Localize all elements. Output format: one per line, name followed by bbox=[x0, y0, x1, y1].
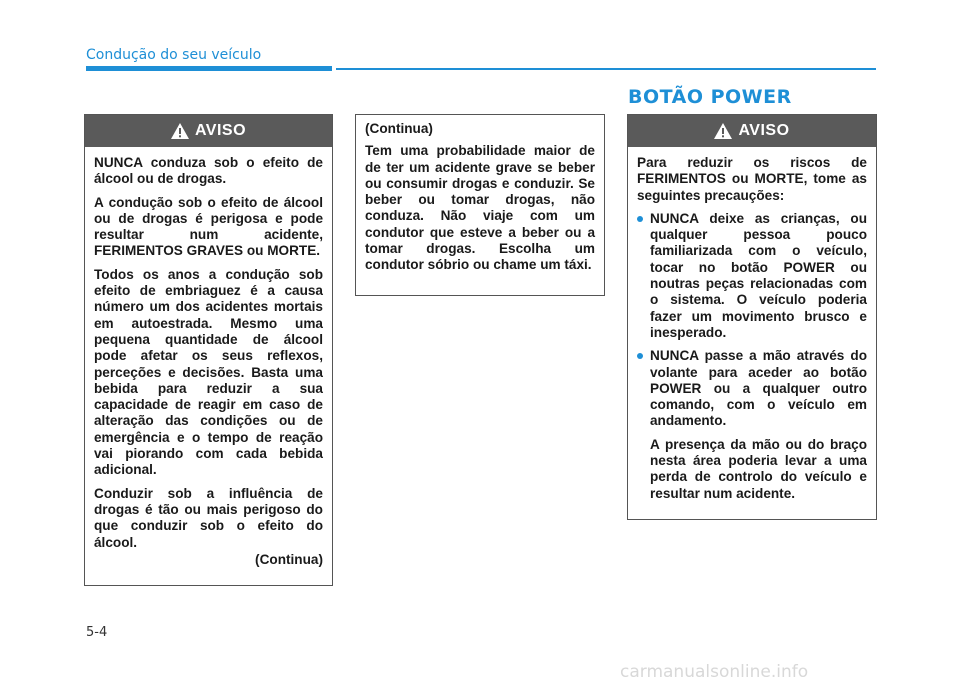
header-rule-thick bbox=[86, 66, 332, 71]
warning-header bbox=[628, 115, 876, 147]
warning-body bbox=[85, 147, 332, 583]
warning-body bbox=[356, 115, 604, 289]
warning-triangle-icon bbox=[714, 123, 732, 139]
header-rule-thin bbox=[336, 68, 876, 70]
warning-triangle-icon bbox=[171, 123, 189, 139]
warning-note: A presença da mão ou do braço nesta área poderia levar a uma perda de controlo do veículo e resultar num acidente. bbox=[650, 436, 867, 501]
warning-bullet-list bbox=[637, 211, 867, 430]
continued-label: (Continua) bbox=[365, 121, 433, 136]
warning-intro: Para reduzir os riscos de FERIMENTOS ou MORTE, tome as seguintes precauções: bbox=[637, 155, 867, 203]
section-title: Condução do seu veículo bbox=[86, 47, 262, 63]
bullet-dot-icon bbox=[637, 353, 643, 359]
warning-paragraph: A condução sob o efeito de álcool ou de drogas é perigosa e pode resultar num acidente, FERIMENTOS GRAVES ou MORTE. bbox=[94, 194, 323, 259]
warning-box-right bbox=[627, 114, 877, 520]
warning-paragraph: Conduzir sob a influência de drogas é tão ou mais perigoso do que conduzir sob o efeito do álcool. bbox=[94, 485, 323, 550]
continued-label: (Continua) bbox=[255, 551, 323, 567]
warning-paragraph: Tem uma probabilidade maior de de ter um acidente grave se beber ou consumir drogas e conduzir. Se beber ou tomar drogas, não conduza. Não viaje com um condutor que esteve a beber ou a tomar drogas. Escolha um condutor sóbrio ou chame um táxi. bbox=[365, 143, 595, 273]
warning-box-left bbox=[84, 114, 333, 586]
page-number: 5-4 bbox=[86, 625, 108, 640]
watermark: carmanualsonline.info bbox=[620, 662, 809, 682]
warning-body bbox=[628, 147, 876, 517]
warning-paragraph: Todos os anos a condução sob efeito de embriaguez é a causa número um dos acidentes mortais em autoestrada. Mesmo uma pequena quantidade de álcool pode afetar os seus reflexos, perceções e decisões. Basta uma bebida para reduzir a sua capacidade de reagir em caso de alteração das condições ou de emergência e o tempo de reação vai piorando com cada bebida adicional. bbox=[94, 266, 323, 478]
warning-label: AVISO bbox=[738, 122, 790, 139]
list-item bbox=[637, 348, 867, 429]
warning-paragraph: NUNCA conduza sob o efeito de álcool ou de drogas. bbox=[94, 155, 323, 187]
bullet-text: NUNCA passe a mão através do volante para aceder ao botão POWER ou a qualquer outro comando, com o veículo em andamento. bbox=[650, 348, 867, 429]
list-item bbox=[637, 211, 867, 341]
page-heading: BOTÃO POWER bbox=[628, 86, 792, 108]
warning-label: AVISO bbox=[194, 122, 247, 139]
bullet-text: NUNCA deixe as crianças, ou qualquer pessoa pouco familiarizada com o veículo, tocar no botão POWER ou noutras peças relacionadas com o sistema. O veículo poderia fazer um movimento brusco e inesperado. bbox=[650, 210, 867, 340]
warning-box-middle bbox=[355, 114, 605, 296]
warning-header bbox=[85, 115, 332, 147]
bullet-dot-icon bbox=[637, 216, 643, 222]
